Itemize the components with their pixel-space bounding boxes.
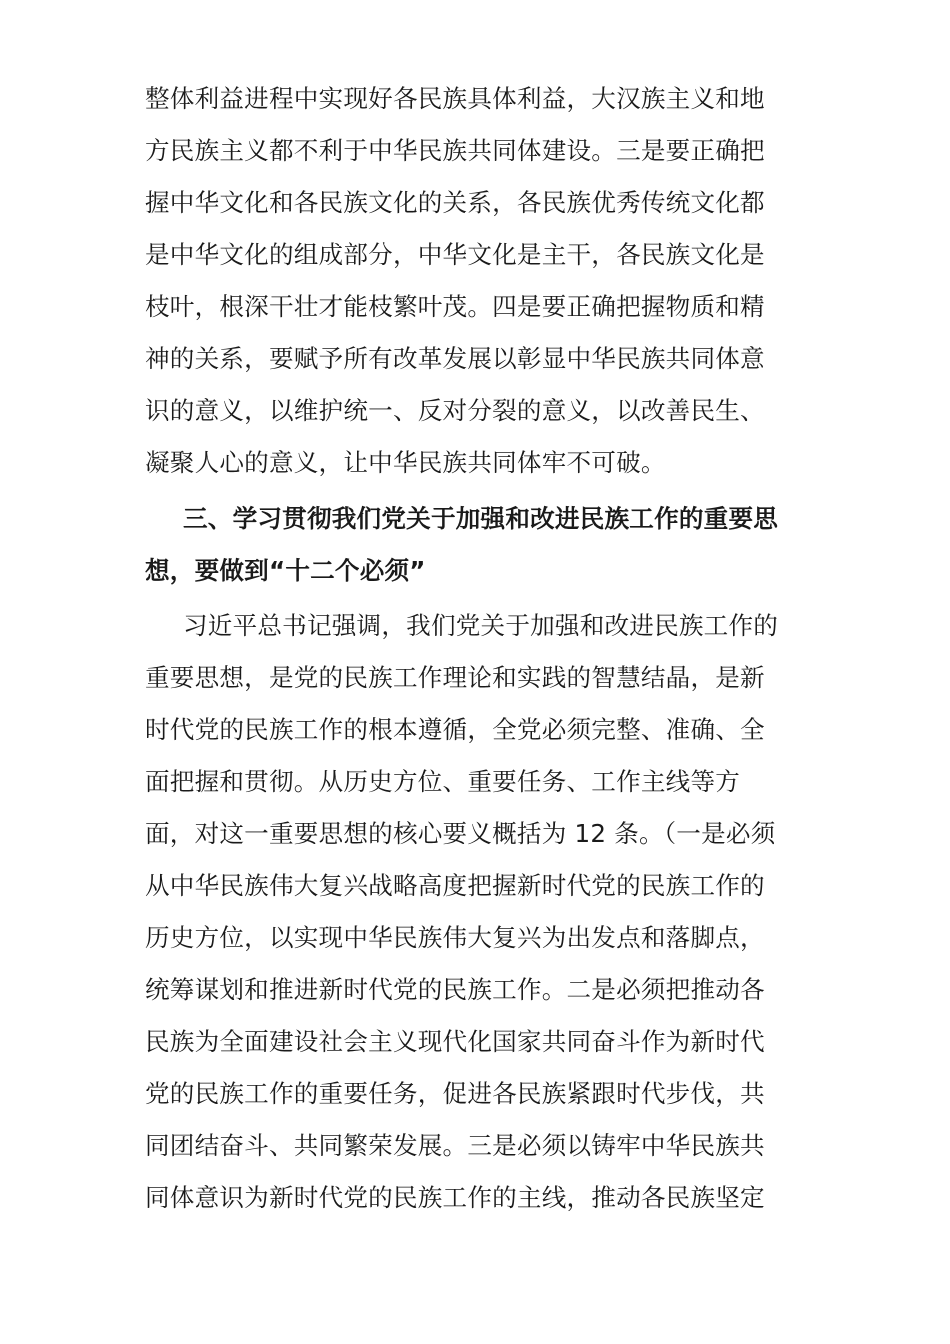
body-line: 面把握和贯彻。从历史方位、重要任务、工作主线等方: [145, 767, 741, 796]
body-line: 是中华文化的组成部分，中华文化是主干，各民族文化是: [145, 240, 765, 269]
section-heading-line: 三、学习贯彻我们党关于加强和改进民族工作的重要思: [183, 504, 779, 533]
body-line: 统筹谋划和推进新时代党的民族工作。二是必须把推动各: [145, 975, 765, 1004]
body-line: 同体意识为新时代党的民族工作的主线，推动各民族坚定: [145, 1183, 765, 1212]
body-line: 历史方位，以实现中华民族伟大复兴为出发点和落脚点，: [145, 923, 765, 952]
body-line: 从中华民族伟大复兴战略高度把握新时代党的民族工作的: [145, 871, 765, 900]
body-line: 枝叶，根深干壮才能枝繁叶茂。四是要正确把握物质和精: [145, 292, 765, 321]
body-line: 握中华文化和各民族文化的关系，各民族优秀传统文化都: [145, 188, 765, 217]
body-line: 民族为全面建设社会主义现代化国家共同奋斗作为新时代: [145, 1027, 765, 1056]
body-line: 识的意义，以维护统一、反对分裂的意义，以改善民生、: [145, 396, 765, 425]
body-line: 面，对这一重要思想的核心要义概括为 12 条。（一是必须: [145, 819, 776, 848]
body-line: 时代党的民族工作的根本遵循，全党必须完整、准确、全: [145, 715, 765, 744]
body-line: 凝聚人心的意义，让中华民族共同体牢不可破。: [145, 448, 666, 477]
body-line: 同团结奋斗、共同繁荣发展。三是必须以铸牢中华民族共: [145, 1131, 765, 1160]
body-line: 习近平总书记强调，我们党关于加强和改进民族工作的: [183, 611, 779, 640]
body-line: 方民族主义都不利于中华民族共同体建设。三是要正确把: [145, 136, 765, 165]
body-line: 神的关系，要赋予所有改革发展以彰显中华民族共同体意: [145, 344, 765, 373]
body-line: 重要思想，是党的民族工作理论和实践的智慧结晶，是新: [145, 663, 765, 692]
section-heading-line: 想，要做到“十二个必须”: [145, 556, 426, 585]
body-line: 整体利益进程中实现好各民族具体利益，大汉族主义和地: [145, 84, 765, 113]
body-line: 党的民族工作的重要任务，促进各民族紧跟时代步伐，共: [145, 1079, 765, 1108]
